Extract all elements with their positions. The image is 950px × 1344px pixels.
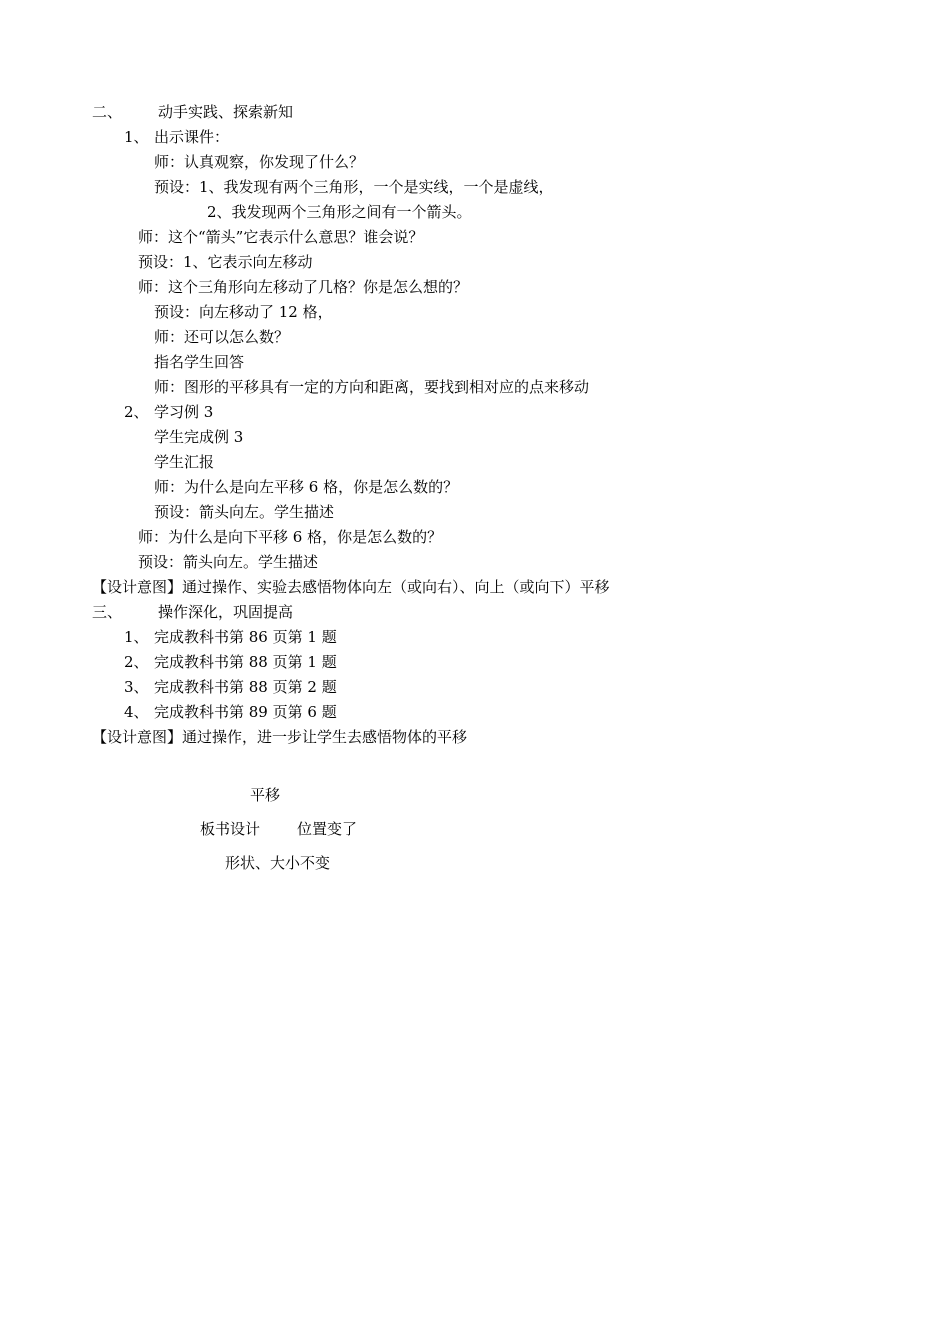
item1-label: 出示课件： [154,128,230,146]
dialogue-line: 预设：1、我发现有两个三角形，一个是实线，一个是虚线， [154,178,554,196]
dialogue-line: 指名学生回答 [154,353,245,371]
item1-marker: 1、 [124,128,149,146]
list-item-text: 完成教科书第 86 页第 1 题 [154,628,337,646]
list-item [124,627,337,647]
board-point: 形状、大小不变 [225,854,331,872]
section3-number: 三、 [92,603,123,621]
board-label: 板书设计 [200,820,261,838]
design-intent: 【设计意图】通过操作，进一步让学生去感悟物体的平移 [92,728,468,746]
list-item [124,702,337,722]
list-item-text: 完成教科书第 89 页第 6 题 [154,703,337,721]
list-item-marker: 1、 [124,628,149,646]
item2-marker: 2、 [124,403,149,421]
section2-title: 动手实践、探索新知 [158,103,294,121]
dialogue-line: 师：这个三角形向左移动了几格？你是怎么想的？ [138,278,469,296]
item2-heading [124,402,213,422]
dialogue-line: 2、我发现两个三角形之间有一个箭头。 [207,203,472,221]
dialogue-line: 师：为什么是向左平移 6 格，你是怎么数的？ [154,478,459,496]
dialogue-line: 师：为什么是向下平移 6 格，你是怎么数的？ [138,528,443,546]
dialogue-line: 师：这个“箭头”它表示什么意思？谁会说？ [138,228,424,246]
dialogue-line: 师：图形的平移具有一定的方向和距离，要找到相对应的点来移动 [154,378,590,396]
board-heading: 平移 [250,786,281,804]
dialogue-line: 预设：向左移动了 12 格， [154,303,333,321]
list-item [124,652,337,672]
item2-label: 学习例 3 [154,403,214,421]
dialogue-line: 预设：箭头向左。学生描述 [154,503,335,521]
list-item-marker: 4、 [124,703,149,721]
design-intent: 【设计意图】通过操作、实验去感悟物体向左（或向右）、向上（或向下）平移 [92,578,610,596]
dialogue-line: 师：认真观察，你发现了什么？ [154,153,365,171]
section2-number: 二、 [92,103,123,121]
section3-heading [92,602,293,622]
dialogue-line: 预设：箭头向左。学生描述 [138,553,319,571]
dialogue-line: 学生完成例 3 [154,428,244,446]
list-item-text: 完成教科书第 88 页第 1 题 [154,653,337,671]
item1-heading [124,127,229,147]
dialogue-line: 预设：1、它表示向左移动 [138,253,313,271]
dialogue-line: 师：还可以怎么数？ [154,328,290,346]
list-item [124,677,337,697]
section3-title: 操作深化，巩固提高 [158,603,294,621]
board-point: 位置变了 [297,820,358,838]
dialogue-line: 学生汇报 [154,453,215,471]
list-item-marker: 2、 [124,653,149,671]
section2-heading [92,102,293,122]
list-item-marker: 3、 [124,678,149,696]
list-item-text: 完成教科书第 88 页第 2 题 [154,678,337,696]
